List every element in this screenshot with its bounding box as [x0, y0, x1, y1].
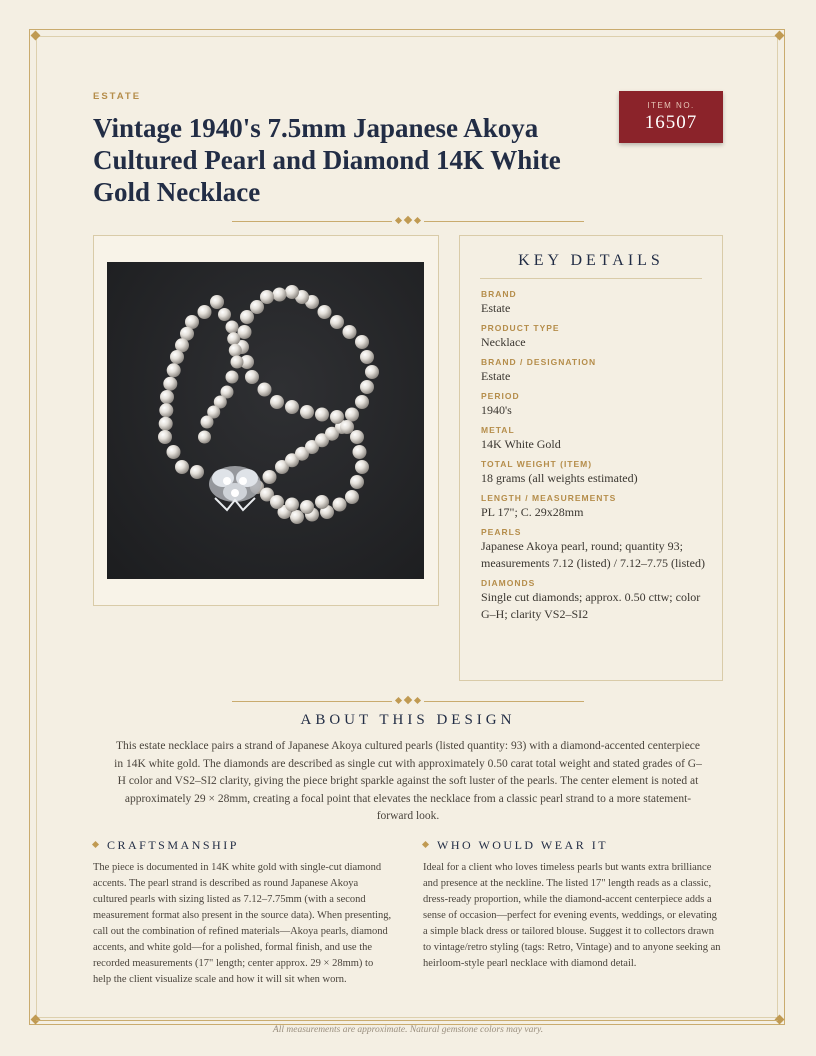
craftsmanship-heading-text: CRAFTSMANSHIP [107, 838, 239, 852]
diamond-centerpiece-icon [209, 466, 261, 510]
who-would-wear-heading-text: WHO WOULD WEAR IT [437, 838, 609, 852]
pearl [263, 470, 277, 484]
pearl [229, 344, 242, 357]
pearl [270, 395, 284, 409]
pearl [260, 290, 274, 304]
pearl [365, 365, 379, 379]
pearl [350, 430, 364, 444]
craftsmanship-heading [93, 838, 239, 853]
pearl [355, 395, 369, 409]
pearl [240, 310, 254, 324]
brand-label: ESTATE [93, 91, 142, 102]
pearl [315, 408, 329, 422]
pearl [167, 363, 181, 377]
pearl [218, 308, 231, 321]
detail-value: Necklace [481, 335, 526, 349]
pearl [190, 465, 204, 479]
who-would-wear-body: Ideal for a client who loves timeless pearls but wants extra brilliance and presence at the neckline. The listed 17" length reads as a classic, dress-ready proportion, while the diamond-accent centerpiece adds a sense of occasion—perfect for evening events, weddings, or elevating a simple black dress or tailored blouse. Suggest it to collectors drawn to vintage/retro styling (tags: Retro, Vintage) and to anyone seeking an heirloom-style pearl necklace with diamond detail. [423, 862, 721, 969]
item-number-label: ITEM NO. [647, 101, 695, 110]
pearl [285, 498, 299, 512]
pearl [360, 350, 374, 364]
item-number-badge [619, 91, 723, 143]
pearl [163, 377, 177, 391]
detail-value: 14K White Gold [481, 437, 561, 451]
detail-metal [481, 425, 707, 453]
pearl [226, 321, 239, 334]
about-heading: ABOUT THIS DESIGN [300, 712, 516, 728]
pearl [318, 305, 332, 319]
item-number-value: 16507 [644, 112, 698, 133]
pearl [345, 490, 359, 504]
pearl [340, 420, 354, 434]
pearl [231, 356, 244, 369]
detail-label: PEARLS [481, 527, 522, 537]
pearl [273, 288, 287, 302]
craftsmanship-body: The piece is documented in 14K white gold with single-cut diamond accents. The pearl strand is described as round Japanese Akoya cultured pearls with sizing listed as 7.12–7.75mm (with a second measurement format also present in the source data). When presenting, call out the combination of refined materials—Akoya pearls, diamond accents, and white gold—for a polished, formal finish, and use the recorded measurements (17" length; center approx. 29 × 28mm) to help the client visualize scale and how it will sit when worn. [93, 862, 392, 985]
detail-value: Japanese Akoya pearl, round; quantity 93; measurements 7.12 (listed) / 7.12–7.75 (listed) [481, 539, 705, 570]
detail-brand [481, 289, 707, 317]
pearl [345, 408, 359, 422]
pearl [158, 430, 172, 444]
who-would-wear-heading [423, 838, 608, 853]
pearl [285, 400, 299, 414]
about-body: This estate necklace pairs a strand of Japanese Akoya cultured pearls (listed quantity: 93) with a diamond-accented centerpiece in 14K white gold. The diamonds are described as single cut with approximately 0.50 carat total weight and stated grades of G–H color and VS2–SI2 clarity, giving the piece bright sparkle against the soft luster of the pearls. The center element is noted at approximately 29 × 28mm, creating a focal point that elevates the necklace from a classic pearl strand to a more statement-forward look. [114, 740, 702, 822]
detail-diamonds [481, 578, 707, 623]
detail-total-weight [481, 459, 707, 487]
pearl [300, 500, 314, 514]
detail-label: TOTAL WEIGHT (ITEM) [481, 459, 593, 469]
pearl [198, 305, 212, 319]
pearl [285, 285, 299, 299]
detail-label: DIAMONDS [481, 578, 536, 588]
pearl [270, 495, 284, 509]
pearl [355, 335, 369, 349]
pearl [201, 416, 214, 429]
detail-value: Estate [481, 369, 511, 383]
pearl [170, 350, 184, 364]
pearl [227, 332, 240, 345]
key-details-rule [480, 278, 702, 279]
detail-value: Estate [481, 301, 511, 315]
pearl [175, 460, 189, 474]
pearl [353, 445, 367, 459]
page-title: Vintage 1940's 7.5mm Japanese Akoya Cultured Pearl and Diamond 14K White Gold Necklace [93, 113, 561, 207]
pearl [333, 498, 347, 512]
detail-pearls [481, 527, 707, 572]
pearl [315, 495, 329, 509]
detail-product-type [481, 323, 707, 351]
detail-length [481, 493, 707, 521]
detail-value: 1940's [481, 403, 512, 417]
detail-value: Single cut diamonds; approx. 0.50 cttw; color G–H; clarity VS2–SI2 [481, 590, 701, 621]
pearl [290, 510, 304, 524]
key-details-panel [459, 235, 723, 681]
about-divider [232, 696, 584, 706]
pearl [211, 296, 224, 309]
product-photo [107, 262, 424, 579]
footer-note: All measurements are approximate. Natural gemstone colors may vary. [272, 1025, 544, 1035]
detail-value: 18 grams (all weights estimated) [481, 471, 638, 485]
detail-label: PERIOD [481, 391, 520, 401]
detail-label: PRODUCT TYPE [481, 323, 560, 333]
detail-label: BRAND / DESIGNATION [481, 357, 597, 367]
detail-value: PL 17"; C. 29x28mm [481, 505, 584, 519]
footer-rule [36, 1020, 778, 1021]
pearl [160, 390, 174, 404]
title-divider [232, 216, 584, 226]
pearl [300, 405, 314, 419]
pearl [245, 370, 259, 384]
detail-label: METAL [481, 425, 515, 435]
pearl [355, 460, 369, 474]
pearl-necklace-image [107, 262, 424, 579]
pearl [167, 445, 181, 459]
detail-designation [481, 357, 707, 385]
detail-label: LENGTH / MEASUREMENTS [481, 493, 617, 503]
pearl [330, 410, 344, 424]
pearl [360, 380, 374, 394]
key-details-heading: KEY DETAILS [518, 252, 664, 269]
pearl [330, 315, 344, 329]
pearl [159, 417, 173, 431]
pearl [350, 475, 364, 489]
pearl [159, 403, 173, 417]
pearl [343, 325, 357, 339]
detail-period [481, 391, 707, 419]
pearl [258, 383, 272, 397]
diamond-bullet-icon [422, 841, 429, 848]
diamond-bullet-icon [92, 841, 99, 848]
pearl [226, 371, 239, 384]
detail-label: BRAND [481, 289, 517, 299]
pearl [250, 300, 264, 314]
key-details-list [481, 289, 707, 629]
pearl [198, 431, 211, 444]
